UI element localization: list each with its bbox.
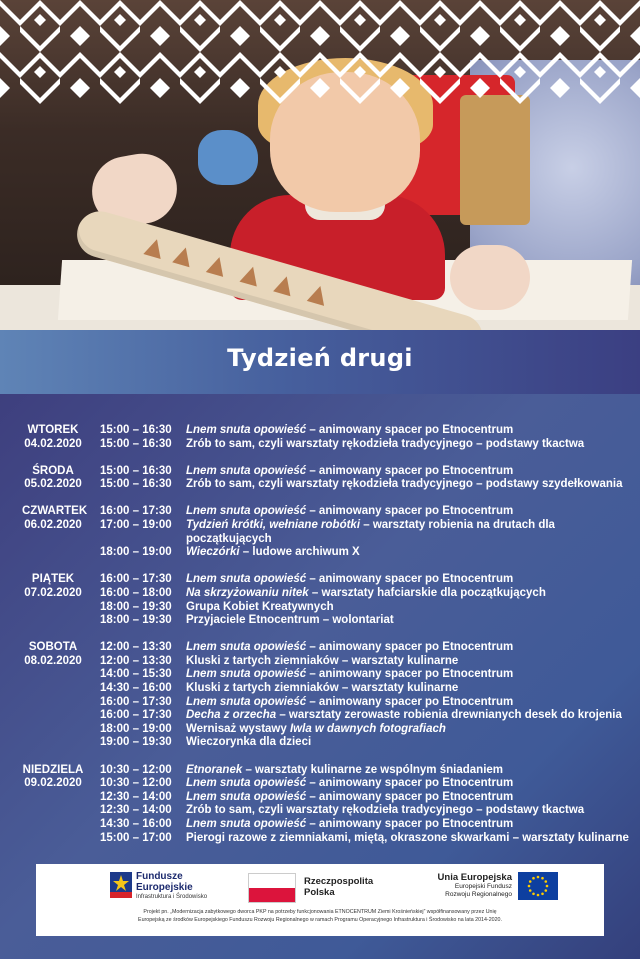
event-time: 12:00 – 13:30 (100, 654, 172, 667)
eu-star (537, 876, 540, 879)
event-details: Wernisaż wystawy (186, 722, 290, 735)
day-name: CZWARTEK (22, 505, 88, 518)
event-time: 18:00 – 19:00 (100, 546, 172, 559)
eu-flag-icon (518, 872, 558, 900)
eu-star (541, 877, 544, 880)
event-time: 10:30 – 12:00 (100, 763, 172, 776)
event-time: 15:00 – 17:00 (100, 831, 172, 844)
eu-star (541, 892, 544, 895)
eu-star (537, 894, 540, 897)
event-details: Zrób to sam, czyli warsztaty rękodzieła tradycyjnego – podstawy tkactwa (186, 437, 585, 450)
event-time: 12:30 – 14:00 (100, 790, 172, 803)
event-time: 16:00 – 17:30 (100, 709, 172, 722)
eu-funds-line2: Europejskie (136, 882, 193, 893)
event-time: 14:30 – 16:00 (100, 682, 172, 694)
event-title: Lnem snuta opowieść (186, 424, 307, 436)
event-description (186, 803, 584, 817)
event-time: 17:00 – 19:00 (100, 519, 172, 531)
day-name: ŚRODA (32, 464, 74, 477)
day-name: PIĄTEK (31, 573, 75, 586)
day-name: WTOREK (27, 424, 79, 436)
eu-funds-label (136, 871, 207, 902)
event-description (186, 776, 513, 790)
folk-pattern (0, 0, 640, 104)
event-time: 19:00 – 19:30 (100, 736, 172, 749)
event-details: – animowany spacer po Etnocentrum (306, 505, 514, 518)
event-title: Lnem snuta opowieść (186, 464, 307, 477)
eu-star (532, 892, 535, 895)
event-time: 15:00 – 16:30 (100, 464, 172, 477)
eu-star (544, 889, 547, 892)
eu-star (546, 885, 549, 888)
eu-funds-program: Infrastruktura i Środowisko (136, 894, 208, 900)
event-details: – animowany spacer po Etnocentrum (306, 790, 514, 803)
day-date: 09.02.2020 (24, 777, 82, 790)
event-description (186, 681, 458, 695)
wooden-chair (460, 95, 530, 225)
eu-star (528, 885, 531, 888)
event-details: Przyjaciele Etnocentrum – wolontariat (186, 614, 394, 627)
eu-star (529, 889, 532, 892)
event-description (186, 654, 458, 668)
funding-note-line2: Europejską ze środków Europejskiego Funduszu Rozwoju Regionalnego w ramach Programu Operacyjnego Infrastruktura i Środowisko na lata 2014-2020. (138, 917, 502, 923)
event-details: Pierogi razowe z ziemniakami, miętą, okraszone skwarkami – warsztaty kulinarne (186, 831, 629, 844)
event-description (186, 477, 623, 491)
day-name: NIEDZIELA (22, 763, 84, 776)
event-details: – warsztaty robienia na drutach dla (360, 519, 555, 531)
event-time: 15:00 – 16:30 (100, 478, 172, 491)
event-description (186, 722, 446, 736)
event-title: Lnem snuta opowieść (186, 668, 307, 681)
event-description (186, 667, 513, 681)
event-details: Kluski z tartych ziemniaków – warsztaty kulinarne (186, 654, 459, 667)
eu-line1: Unia Europejska (437, 872, 512, 883)
event-title: Etnoranek (186, 763, 243, 776)
event-description (186, 572, 513, 586)
event-title: Lnem snuta opowieść (186, 695, 307, 708)
event-details: początkujących (186, 532, 272, 545)
event-details: – animowany spacer po Etnocentrum (306, 464, 514, 477)
day-name: SOBOTA (28, 641, 78, 654)
event-description (186, 708, 622, 722)
event-description (186, 464, 513, 478)
event-details: – warsztaty hafciarskie dla początkujących (308, 586, 546, 599)
funding-note-line1: Projekt pn. „Modernizacja zabytkowego dworca PKP na potrzeby funkcjonowania ETNOCENTRUM Ziemi Krośnieńskiej” współfinansowany przez Unię (143, 909, 497, 915)
event-details: – animowany spacer po Etnocentrum (306, 424, 514, 436)
event-time: 12:30 – 14:00 (100, 804, 172, 817)
event-title: Decha z orzecha (186, 709, 277, 722)
eu-label (402, 872, 512, 899)
event-description (186, 640, 513, 654)
day-date: 08.02.2020 (24, 654, 82, 667)
day-date: 05.02.2020 (24, 478, 82, 491)
exhibition-title: Iwla w dawnych fotografiach (289, 722, 446, 735)
event-description (186, 831, 629, 845)
event-details: Zrób to sam, czyli warsztaty rękodzieła tradycyjnego – podstawy szydełkowania (186, 478, 623, 491)
event-description (186, 532, 272, 546)
hero-photo (0, 0, 640, 330)
event-description (186, 735, 311, 749)
republic-line1: Rzeczpospolita (304, 876, 374, 887)
event-details: – animowany spacer po Etnocentrum (306, 668, 514, 681)
event-details: Wieczorynka dla dzieci (186, 736, 312, 749)
page-title: Tydzień drugi (227, 344, 413, 372)
event-title: Tydzień krótki, wełniane robótki (186, 519, 361, 531)
eu-star (532, 877, 535, 880)
event-time: 15:00 – 16:30 (100, 424, 172, 436)
event-title: Lnem snuta opowieść (186, 505, 307, 518)
event-time: 16:00 – 17:30 (100, 695, 172, 708)
event-details: – animowany spacer po Etnocentrum (306, 695, 514, 708)
event-description (186, 586, 546, 600)
event-details: – animowany spacer po Etnocentrum (306, 817, 514, 830)
event-title: Lnem snuta opowieść (186, 817, 307, 830)
event-description (186, 695, 513, 709)
event-time: 14:30 – 16:00 (100, 817, 172, 830)
event-details: – ludowe archiwum X (239, 546, 360, 559)
blue-glove (198, 130, 258, 185)
event-title: Lnem snuta opowieść (186, 641, 307, 654)
event-details: – animowany spacer po Etnocentrum (306, 573, 514, 586)
event-description (186, 518, 555, 532)
polish-flag-icon (248, 873, 296, 903)
event-description (186, 423, 513, 437)
event-description (186, 504, 513, 518)
day-date: 06.02.2020 (24, 519, 82, 531)
event-time: 18:00 – 19:00 (100, 722, 172, 735)
event-time: 15:00 – 16:30 (100, 437, 172, 450)
republic-label (304, 876, 373, 898)
event-title: Na skrzyżowaniu nitek (186, 586, 309, 599)
eu-star (544, 880, 547, 883)
eu-line3: Rozwoju Regionalnego (445, 891, 512, 898)
eu-funds-star-logo (110, 872, 132, 898)
event-details: Zrób to sam, czyli warsztaty rękodzieła tradycyjnego – podstawy tkactwa (186, 804, 585, 817)
event-details: – warsztaty zerowaste robienia drewnianych desek do krojenia (276, 709, 622, 722)
event-time: 14:00 – 15:30 (100, 668, 172, 681)
event-title: Lnem snuta opowieść (186, 790, 307, 803)
event-details: Kluski z tartych ziemniaków – warsztaty kulinarne (186, 682, 459, 694)
eu-funds-line1: Fundusze (136, 871, 183, 882)
event-description (186, 613, 394, 627)
event-description (186, 545, 360, 559)
event-time: 12:00 – 13:30 (100, 641, 172, 654)
event-description (186, 817, 513, 831)
event-time: 16:00 – 17:30 (100, 505, 172, 518)
event-description (186, 790, 513, 804)
event-time: 18:00 – 19:30 (100, 600, 172, 613)
event-title: Lnem snuta opowieść (186, 573, 307, 586)
event-title: Wieczórki (186, 546, 240, 559)
event-details: – warsztaty kulinarne ze wspólnym śniadaniem (242, 763, 504, 776)
event-time: 16:00 – 17:30 (100, 573, 172, 586)
event-time: 16:00 – 18:00 (100, 586, 172, 599)
event-description (186, 437, 584, 451)
event-time: 18:00 – 19:30 (100, 614, 172, 627)
day-date: 04.02.2020 (24, 437, 82, 450)
funding-footer (36, 864, 604, 936)
day-date: 07.02.2020 (24, 586, 82, 599)
child-arm-right (450, 245, 530, 310)
event-description (186, 763, 503, 777)
event-details: – animowany spacer po Etnocentrum (306, 777, 514, 790)
event-description (186, 600, 334, 614)
eu-line2: Europejski Fundusz (454, 883, 512, 890)
event-title: Lnem snuta opowieść (186, 777, 307, 790)
event-details: Grupa Kobiet Kreatywnych (186, 600, 334, 613)
eu-star (529, 880, 532, 883)
event-time: 10:30 – 12:00 (100, 777, 172, 790)
funding-note (106, 908, 534, 924)
event-details: – animowany spacer po Etnocentrum (306, 641, 514, 654)
republic-line2: Polska (304, 887, 335, 898)
